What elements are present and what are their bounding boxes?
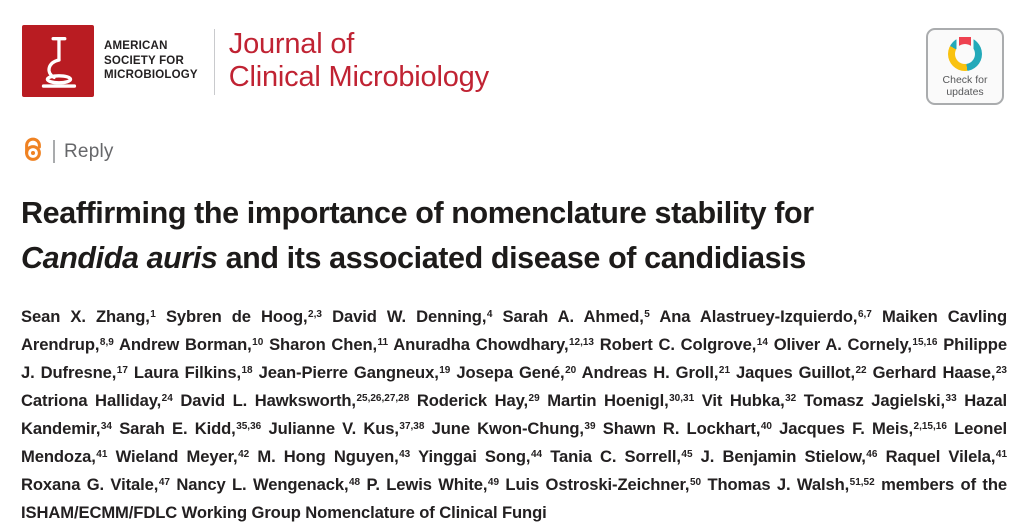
author: Sarah A. Ahmed,$^5$ xyxy=(502,307,650,326)
author: P. Lewis White,$^{49}$ xyxy=(366,475,500,494)
author: J. Benjamin Stielow,$^{46}$ xyxy=(700,447,878,466)
author-affiliation-sup: 47 xyxy=(158,476,170,488)
author: Tania C. Sorrell,$^{45}$ xyxy=(550,447,693,466)
masthead-divider xyxy=(214,29,215,95)
author: David L. Hawksworth,$^{25,26,27,28}$ xyxy=(180,391,410,410)
author-affiliation-sup: 49 xyxy=(487,476,500,488)
author: Nancy L. Wengenack,$^{48}$ xyxy=(176,475,361,494)
asm-logo[interactable] xyxy=(22,25,94,97)
meta-divider xyxy=(53,140,55,163)
article-type-label: Reply xyxy=(64,140,114,162)
author-affiliation-sup: 51,52 xyxy=(849,476,875,488)
author: Catriona Halliday,$^{24}$ xyxy=(21,391,173,410)
author: Gerhard Haase,$^{23}$ xyxy=(872,363,1007,382)
author: Robert C. Colgrove,$^{14}$ xyxy=(599,335,768,354)
society-name xyxy=(104,25,198,97)
author-affiliation-sup: 2,3 xyxy=(308,308,322,320)
author: Roxana G. Vitale,$^{47}$ xyxy=(21,475,170,494)
society-name-line: MICROBIOLOGY xyxy=(104,69,198,82)
crossmark-label: Check for updates xyxy=(942,74,988,98)
author-affiliation-sup: 40 xyxy=(760,420,772,432)
author-affiliation-sup: 4 xyxy=(486,308,493,320)
author: Julianne V. Kus,$^{37,38}$ xyxy=(268,419,425,438)
author: Hazal Kandemir,$^{34}$ xyxy=(21,391,1008,438)
microscope-icon xyxy=(29,30,87,93)
author: Sarah E. Kidd,$^{35,36}$ xyxy=(119,419,262,438)
author-affiliation-sup: 5 xyxy=(644,308,650,320)
author-affiliation-sup: 50 xyxy=(689,476,702,488)
author-affiliation-sup: 1 xyxy=(150,308,156,320)
article-meta-row xyxy=(23,136,114,167)
author-affiliation-sup: 41 xyxy=(995,448,1008,460)
journal-title[interactable] xyxy=(229,25,489,97)
author-affiliation-sup: 33 xyxy=(945,392,957,404)
author: Roderick Hay,$^{29}$ xyxy=(416,391,540,410)
author: Sharon Chen,$^{11}$ xyxy=(269,335,389,354)
author: Philippe J. Dufresne,$^{17}$ xyxy=(21,335,1007,382)
society-name-line: AMERICAN xyxy=(104,40,168,53)
author-group-suffix: members of the ISHAM/ECMM/FDLC Working Group Nomenclature of Clinical Fungi xyxy=(21,475,1007,522)
author: Leonel Mendoza,$^{41}$ xyxy=(21,419,1007,466)
author-affiliation-sup: 8,9 xyxy=(99,336,114,348)
author-affiliation-sup: 44 xyxy=(530,448,543,460)
author-affiliation-sup: 14 xyxy=(756,336,768,348)
author-affiliation-sup: 23 xyxy=(995,364,1007,376)
author-affiliation-sup: 20 xyxy=(565,364,577,376)
author-affiliation-sup: 39 xyxy=(584,420,596,432)
author: Jean-Pierre Gangneux,$^{19}$ xyxy=(258,363,451,382)
article-title-species: Candida auris xyxy=(21,241,218,275)
author: Oliver A. Cornely,$^{15,16}$ xyxy=(773,335,938,354)
author: Luis Ostroski-Zeichner,$^{50}$ xyxy=(505,475,702,494)
author: Sean X. Zhang,$^1$ xyxy=(21,307,156,326)
author-affiliation-sup: 48 xyxy=(348,476,361,488)
author: Sybren de Hoog,$^{2,3}$ xyxy=(165,307,322,326)
journal-title-line: Clinical Microbiology xyxy=(228,61,489,93)
author-affiliation-sup: 6,7 xyxy=(857,308,872,320)
author: David W. Denning,$^4$ xyxy=(332,307,493,326)
author: June Kwon-Chung,$^{39}$ xyxy=(431,419,596,438)
author-affiliation-sup: 45 xyxy=(681,448,693,460)
author-affiliation-sup: 10 xyxy=(252,336,264,348)
author: Josepa Gené,$^{20}$ xyxy=(456,363,577,382)
article-title xyxy=(21,191,981,281)
check-for-updates-badge[interactable] xyxy=(926,28,1004,105)
author-affiliation-sup: 46 xyxy=(866,448,878,460)
author-affiliation-sup: 22 xyxy=(855,364,867,376)
article-title-line2-rest: and its associated disease of candidiasis xyxy=(217,241,806,275)
author-affiliation-sup: 2,15,16 xyxy=(913,420,947,432)
journal-masthead xyxy=(22,25,489,97)
author-affiliation-sup: 34 xyxy=(100,420,112,432)
article-title-line1: Reaffirming the importance of nomenclature stability for xyxy=(21,196,814,230)
author: Martin Hoenigl,$^{30,31}$ xyxy=(547,391,695,410)
author-affiliation-sup: 17 xyxy=(116,364,128,376)
author-affiliation-sup: 35,36 xyxy=(236,420,262,432)
author: M. Hong Nguyen,$^{43}$ xyxy=(257,447,411,466)
author-affiliation-sup: 37,38 xyxy=(399,420,425,432)
author-affiliation-sup: 43 xyxy=(399,448,411,460)
author: Jaques Guillot,$^{22}$ xyxy=(736,363,867,382)
author-affiliation-sup: 19 xyxy=(439,364,451,376)
crossmark-ring-icon xyxy=(948,37,982,71)
crossmark-bookmark-icon xyxy=(959,37,971,57)
author-affiliation-sup: 12,13 xyxy=(568,336,594,348)
author: Raquel Vilela,$^{41}$ xyxy=(885,447,1008,466)
author: Thomas J. Walsh,$^{51,52}$ xyxy=(707,475,875,494)
author-affiliation-sup: 30,31 xyxy=(669,392,695,404)
author-list xyxy=(21,303,1007,527)
author: Andreas H. Groll,$^{21}$ xyxy=(581,363,731,382)
author: Ana Alastruey-Izquierdo,$^{6,7}$ xyxy=(659,307,872,326)
author: Jacques F. Meis,$^{2,15,16}$ xyxy=(779,419,947,438)
author-affiliation-sup: 42 xyxy=(238,448,250,460)
author: Maiken Cavling Arendrup,$^{8,9}$ xyxy=(21,307,1007,354)
author-affiliation-sup: 32 xyxy=(785,392,797,404)
author-affiliation-sup: 15,16 xyxy=(912,336,938,348)
author-affiliation-sup: 25,26,27,28 xyxy=(356,392,410,404)
open-access-icon xyxy=(23,136,44,167)
author: Anuradha Chowdhary,$^{12,13}$ xyxy=(393,335,594,354)
author-affiliation-sup: 11 xyxy=(377,336,389,348)
society-name-line: SOCIETY FOR xyxy=(104,54,184,67)
author: Wieland Meyer,$^{42}$ xyxy=(115,447,250,466)
author: Shawn R. Lockhart,$^{40}$ xyxy=(602,419,772,438)
author-affiliation-sup: 41 xyxy=(96,448,108,460)
author: Vit Hubka,$^{32}$ xyxy=(701,391,797,410)
author: Tomasz Jagielski,$^{33}$ xyxy=(803,391,957,410)
author-affiliation-sup: 24 xyxy=(161,392,173,404)
author-affiliation-sup: 18 xyxy=(241,364,253,376)
author: Andrew Borman,$^{10}$ xyxy=(118,335,264,354)
author: Laura Filkins,$^{18}$ xyxy=(133,363,253,382)
author: Yinggai Song,$^{44}$ xyxy=(418,447,543,466)
journal-title-line: Journal of xyxy=(228,28,355,60)
author-affiliation-sup: 21 xyxy=(718,364,731,376)
author-affiliation-sup: 29 xyxy=(528,392,540,404)
